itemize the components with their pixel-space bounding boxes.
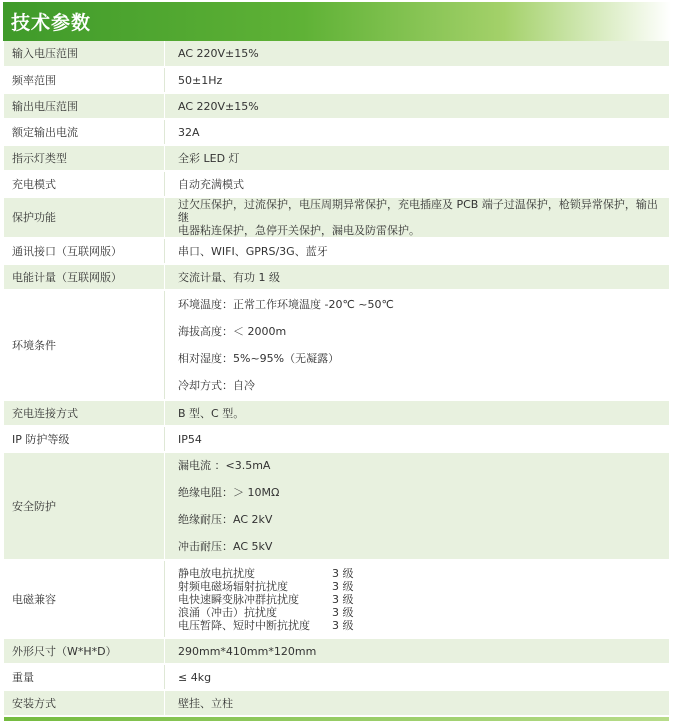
spec-page: [3, 2, 671, 721]
spec-value: 32A: [165, 119, 670, 145]
spec-key: 电磁兼容: [4, 560, 165, 638]
emc-grade: 3 级: [332, 566, 354, 580]
spec-row-connection: [4, 400, 669, 426]
spec-row-metering: [4, 264, 669, 290]
spec-value-line: 过欠压保护，过流保护，电压周期异常保护，充电插座及 PCB 端子过温保护，枪锁异常保护，输出继: [178, 198, 658, 224]
spec-row-emc: [4, 560, 669, 638]
emc-grade: 3 级: [332, 579, 354, 593]
emc-item: [178, 580, 665, 593]
spec-key: 环境条件: [4, 290, 165, 400]
spec-key: 安全防护: [4, 452, 165, 560]
spec-value: IP54: [165, 426, 670, 452]
spec-value: ≤ 4kg: [165, 664, 670, 690]
spec-row-charge-mode: [4, 171, 669, 197]
emc-name: 射频电磁场辐射抗扰度: [178, 579, 288, 593]
section-header: [3, 2, 671, 41]
spec-value: 全彩 LED 灯: [165, 145, 670, 171]
spec-value: AC 220V±15%: [165, 41, 670, 67]
spec-value-line: 冷却方式：自冷: [178, 379, 255, 392]
emc-item: [178, 567, 665, 580]
spec-key: 重量: [4, 664, 165, 690]
emc-grade: 3 级: [332, 618, 354, 632]
spec-value-line: 绝缘耐压：AC 2kV: [178, 513, 273, 526]
spec-key: 额定输出电流: [4, 119, 165, 145]
emc-item: [178, 606, 665, 619]
spec-value: [165, 560, 670, 638]
spec-value: B 型、C 型。: [165, 400, 670, 426]
spec-value: 自动充满模式: [165, 171, 670, 197]
spec-key: 电能计量（互联网版）: [4, 264, 165, 290]
emc-name: 静电放电抗扰度: [178, 566, 255, 580]
spec-row-environment: [4, 290, 669, 400]
spec-key: 充电连接方式: [4, 400, 165, 426]
spec-value-line: 电器粘连保护，急停开关保护，漏电及防雷保护。: [178, 224, 420, 237]
spec-key: 频率范围: [4, 67, 165, 93]
spec-row-rated-current: [4, 119, 669, 145]
spec-key: 外形尺寸（W*H*D）: [4, 638, 165, 664]
spec-row-frequency: [4, 67, 669, 93]
spec-value-line: 相对湿度：5%~95%（无凝露）: [178, 352, 340, 365]
emc-item: [178, 619, 665, 632]
spec-value: [165, 290, 670, 400]
spec-key: 输入电压范围: [4, 41, 165, 67]
emc-name: 电压暂降、短时中断抗扰度: [178, 618, 310, 632]
spec-row-protection: [4, 197, 669, 238]
spec-value-line: 绝缘电阻：＞ 10MΩ: [178, 486, 280, 499]
spec-row-communication: [4, 238, 669, 264]
spec-value-line: 冲击耐压：AC 5kV: [178, 540, 273, 553]
spec-value-line: 环境温度：正常工作环境温度 -20℃ ~50℃: [178, 298, 394, 311]
bottom-bar: [4, 717, 669, 721]
spec-value: [165, 452, 670, 560]
spec-row-input-voltage: [4, 41, 669, 67]
emc-name: 电快速瞬变脉冲群抗扰度: [178, 592, 299, 606]
section-title: 技术参数: [11, 12, 92, 34]
spec-value: 串口、WIFI、GPRS/3G、蓝牙: [165, 238, 670, 264]
spec-table: [4, 41, 669, 717]
spec-value: [165, 197, 670, 238]
spec-row-weight: [4, 664, 669, 690]
spec-value: 290mm*410mm*120mm: [165, 638, 670, 664]
spec-row-dimensions: [4, 638, 669, 664]
spec-row-output-voltage: [4, 93, 669, 119]
emc-name: 浪涌（冲击）抗扰度: [178, 605, 277, 619]
spec-value-line: 海拔高度：＜ 2000m: [178, 325, 287, 338]
spec-row-indicator: [4, 145, 669, 171]
spec-key: 保护功能: [4, 197, 165, 238]
spec-key: 输出电压范围: [4, 93, 165, 119]
spec-row-ip-rating: [4, 426, 669, 452]
spec-row-safety: [4, 452, 669, 560]
emc-grade: 3 级: [332, 592, 354, 606]
spec-value: 壁挂、立柱: [165, 690, 670, 716]
spec-key: 充电模式: [4, 171, 165, 197]
spec-value: 交流计量、有功 1 级: [165, 264, 670, 290]
spec-key: IP 防护等级: [4, 426, 165, 452]
spec-key: 指示灯类型: [4, 145, 165, 171]
spec-value-line: 漏电流 ：<3.5mA: [178, 459, 271, 472]
spec-row-installation: [4, 690, 669, 716]
emc-grade: 3 级: [332, 605, 354, 619]
spec-key: 通讯接口（互联网版）: [4, 238, 165, 264]
emc-item: [178, 593, 665, 606]
spec-value: AC 220V±15%: [165, 93, 670, 119]
spec-key: 安装方式: [4, 690, 165, 716]
spec-value: 50±1Hz: [165, 67, 670, 93]
